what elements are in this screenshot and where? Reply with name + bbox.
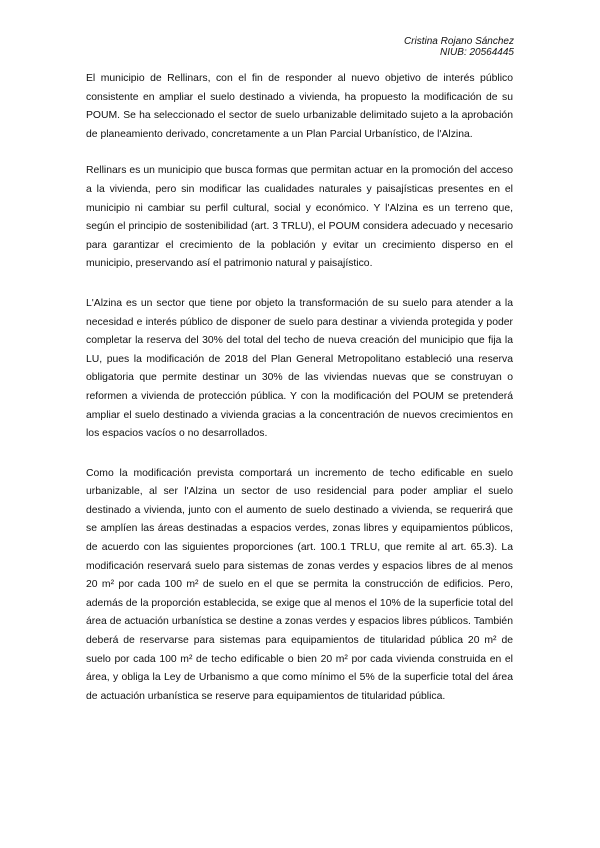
- page-header: [404, 36, 514, 58]
- paragraph-municipality: Rellinars es un municipio que busca formas que permitan actuar en la promoción del acceso a la vivienda, pero sin modificar las cualidades naturales y paisajísticas presentes en el municipio ni cambiar su perfil cultural, social y económico. Y l'Alzina es un terreno que, según el principio de sostenibilidad (art. 3 TRLU), el POUM considera adecuado y necesario para garantizar el crecimiento de la población y evitar un crecimiento disperso en el municipio, preservando así el patrimonio natural y paisajístico.: [86, 165, 513, 270]
- student-id: NIUB: 20564445: [440, 47, 514, 58]
- paragraph-reserves: Como la modificación prevista comportará un incremento de techo edificable en suelo urbanizable, al ser l'Alzina un sector de uso residencial para poder ampliar el suelo destinado a vivienda, junto con el aumento de suelo destinado a vivienda, se requerirá que se amplíen las áreas destinadas a espacios verdes, zonas libres y equipamientos públicos, de acuerdo con las siguientes proporciones (art. 100.1 TRLU, que remite al art. 65.3). La modificación reservará suelo para sistemas de zonas verdes y espacios libres de al menos 20 m² por cada 100 m² de suelo en el que se permita la construcción de edificios. Pero, además de la proporción establecida, se exige que al menos el 10% de la superficie total del área de actuación urbanística se destine a zonas verdes y espacios libres públicos. También deberá de reservarse para sistemas para equipamientos de titularidad pública 20 m² de suelo por cada 100 m² de techo edificable o bien 20 m² por cada vivienda construida en el área, y obliga la Ley de Urbanismo a que como mínimo el 5% de la superficie total del área de actuación urbanística se reserve para equipamientos de titularidad pública.: [86, 467, 513, 702]
- paragraph-intro: El municipio de Rellinars, con el fin de responder al nuevo objetivo de interés público consistente en ampliar el suelo destinado a vivienda, ha propuesto la modificación de su POUM. Se ha seleccionado el sector de suelo urbanizable delimitado sujeto a la aprobación de planeamiento derivado, concretamente a un Plan Parcial Urbanístico, de l'Alzina.: [86, 73, 513, 140]
- paragraph-sector: L'Alzina es un sector que tiene por objeto la transformación de su suelo para atender a la necesidad e interés público de disponer de suelo para destinar a vivienda protegida y poder completar la reserva del 30% del total del techo de nueva creación del municipio que fija la LU, pues la modificación de 2018 del Plan General Metropolitano estableció una reserva obligatoria que permite destinar un 30% de las viviendas nuevas que se construyan o reformen a vivienda de protección pública. Y con la modificación del POUM se pretenderá ampliar el suelo destinado a vivienda gracias a la concentración de nuevos crecimientos en los espacios vacíos o no desarrollados.: [86, 297, 513, 440]
- author-name: Cristina Rojano Sánchez: [403, 36, 514, 47]
- document-body: [86, 70, 513, 706]
